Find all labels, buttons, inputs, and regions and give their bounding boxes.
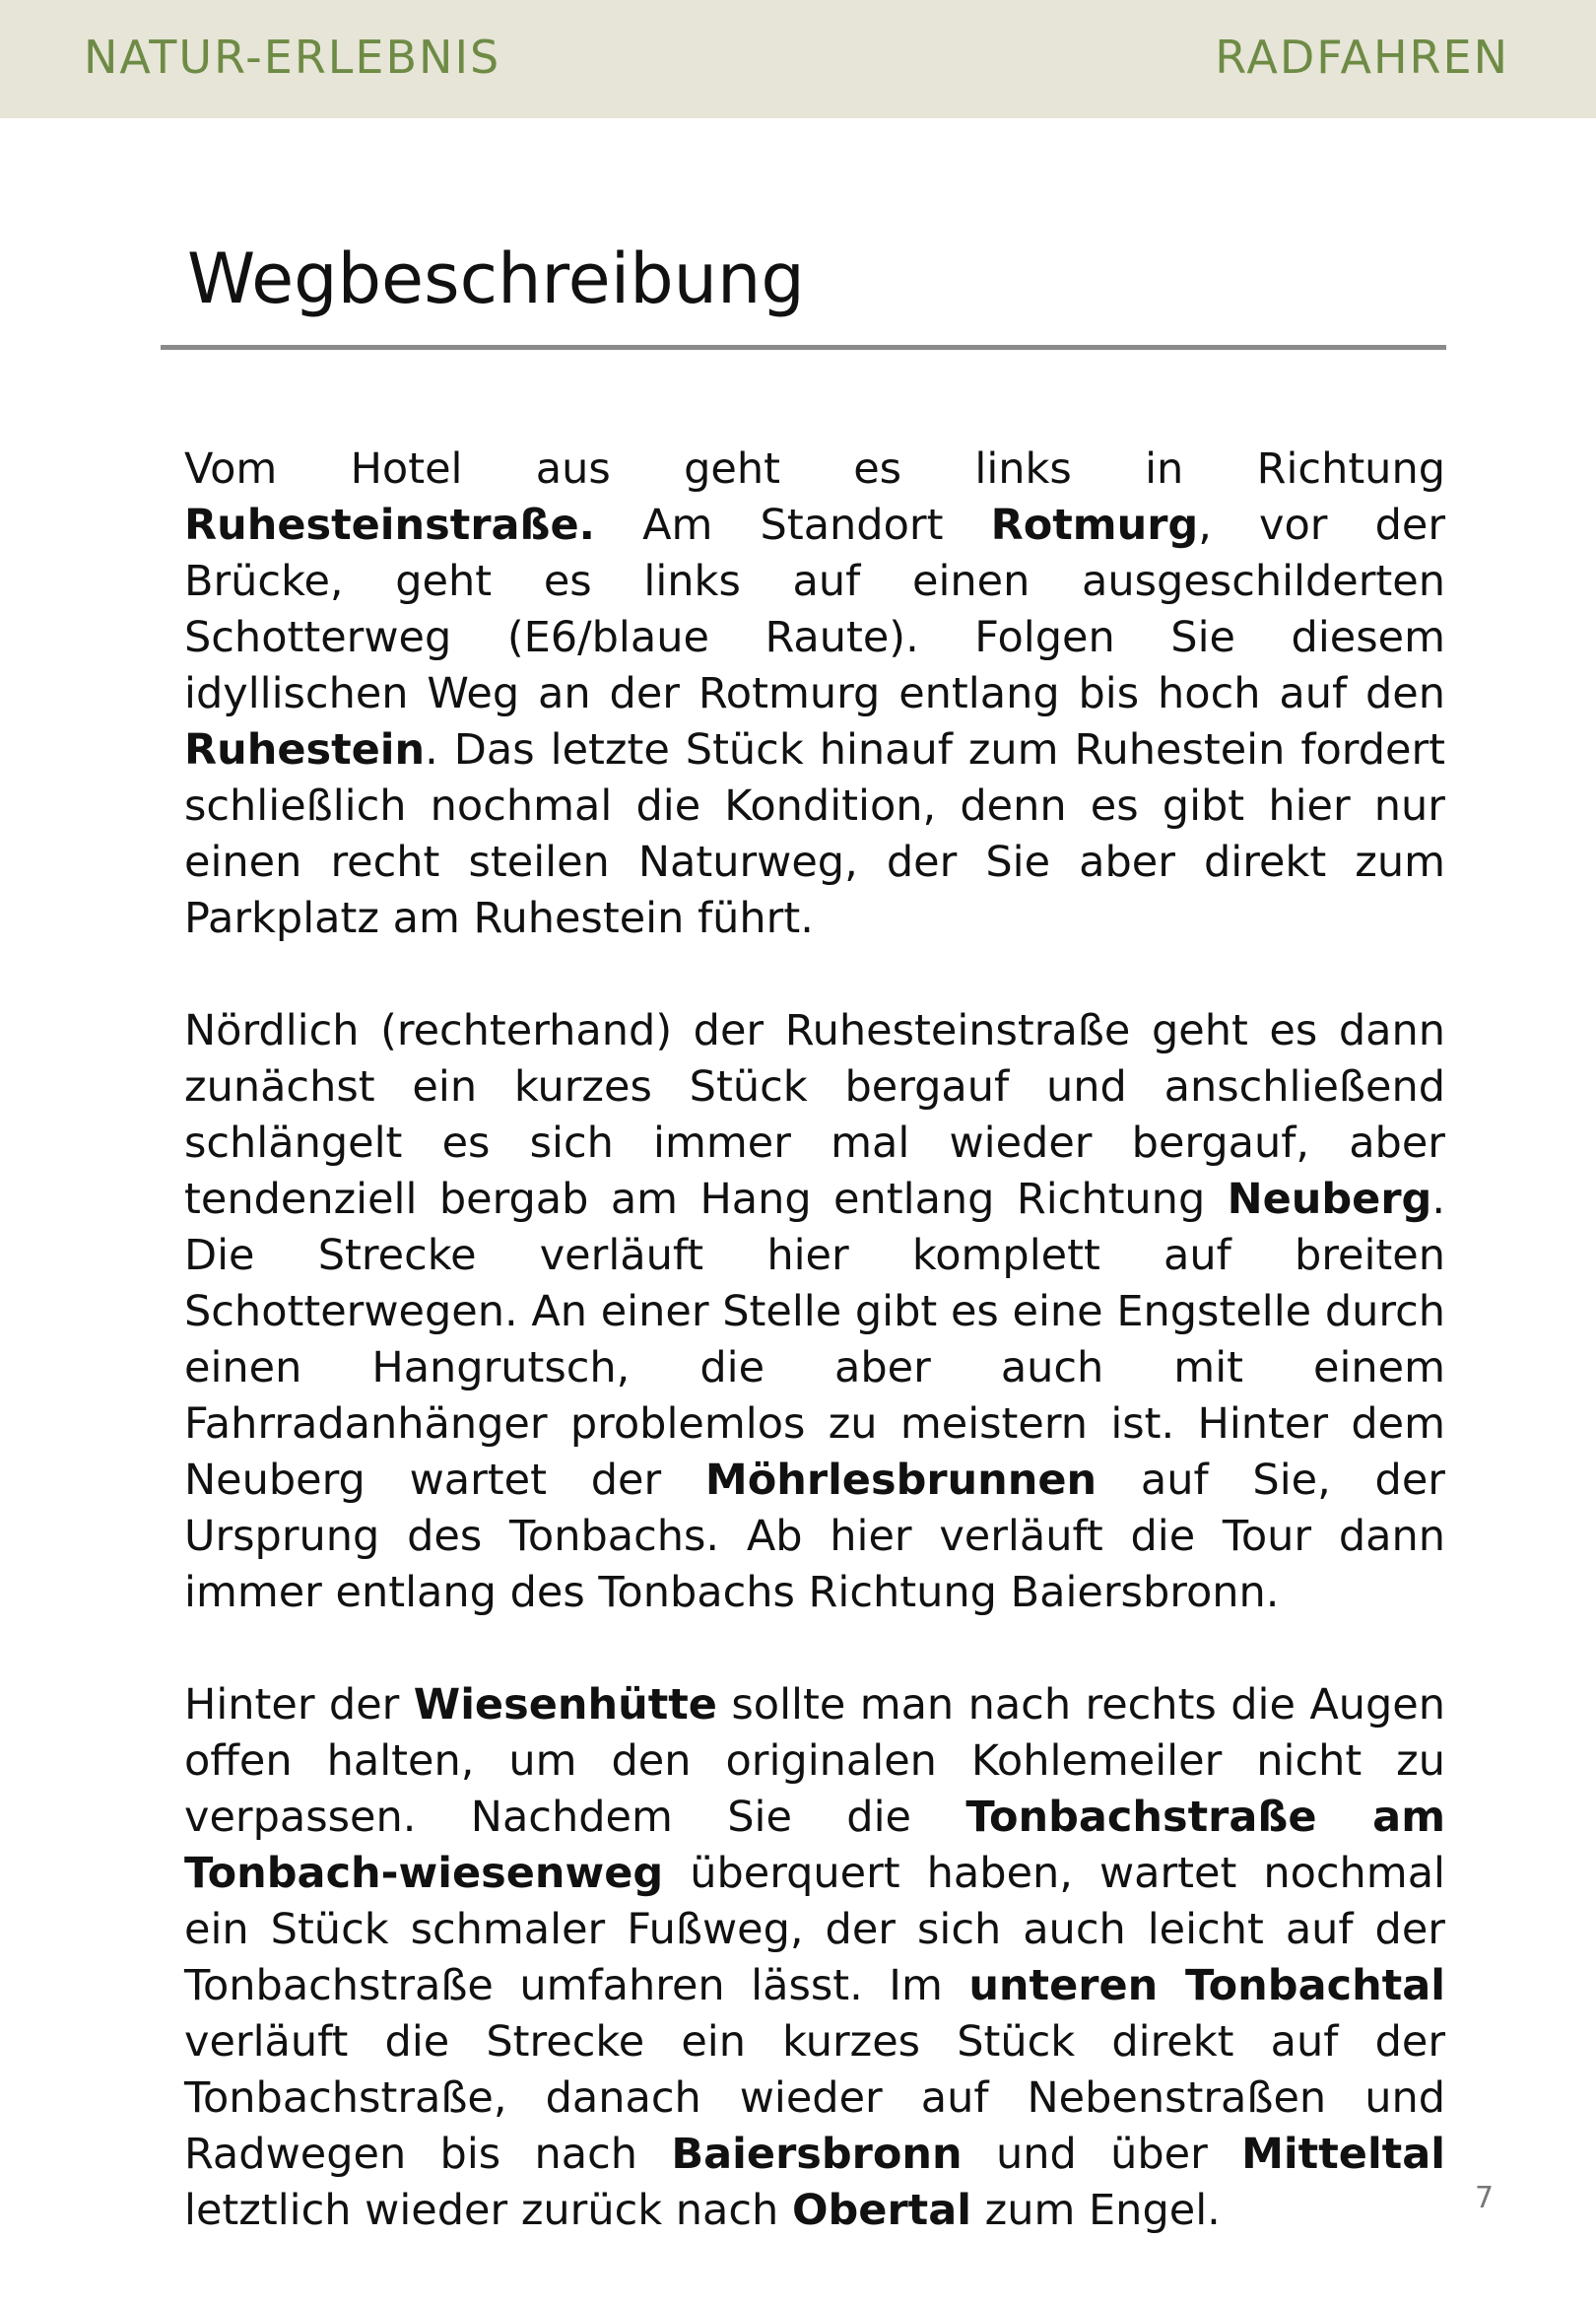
title-divider [161, 345, 1446, 350]
place-name-bold: Ruhestein [184, 725, 426, 775]
text-span: auf Sie, der Ursprung des Tonbachs. Ab hier verläuft die Tour dann immer entlang des Tonbachs Richtung Baiersbronn. [184, 1456, 1445, 1617]
place-name-bold: Wiesenhütte [413, 1680, 717, 1730]
text-span: Nördlich (rechterhand) der Ruhesteinstraße geht es dann zunächst ein kurzes Stück bergauf und anschließend schlängelt es sich immer mal wieder bergauf, aber tendenziell bergab am Hang entlang Richtung [184, 1006, 1445, 1224]
paragraph-2 [184, 1003, 1445, 1621]
text-span: sollte man nach rechts die Augen offen halten, um den originalen Kohlemeiler nicht zu verpassen. Nachdem Sie die [184, 1680, 1445, 1842]
page-title: Wegbeschreibung [187, 238, 805, 319]
paragraph-3 [184, 1677, 1445, 2239]
place-name-bold: Obertal [791, 2186, 971, 2235]
place-name-bold: Tonbachstraße am Tonbach-wiesenweg [184, 1793, 1445, 1898]
header-band [0, 0, 1596, 118]
place-name-bold: Rotmurg [990, 501, 1199, 550]
text-span: Hinter der [184, 1680, 414, 1730]
text-span: und über [962, 2130, 1242, 2179]
text-span: , vor der Brücke, geht es links auf einen ausgeschilderten Schotterweg (E6/blaue Raute). Folgen Sie diesem idyllischen Weg an der Rotmurg entlang bis hoch auf den [184, 501, 1445, 718]
text-span: letztlich wieder zurück nach [184, 2186, 792, 2235]
place-name-bold: Baiersbronn [671, 2130, 963, 2179]
text-span: . Die Strecke verläuft hier komplett auf breiten Schotterwegen. An einer Stelle gibt es eine Engstelle durch einen Hangrutsch, die aber auch mit einem Fahrradanhänger problemlos zu meistern ist. Hinter dem Neuberg wartet der [184, 1175, 1445, 1505]
place-name-bold: Möhrlesbrunnen [704, 1456, 1097, 1505]
place-name-bold: Neuberg [1227, 1175, 1432, 1224]
paragraph-1 [184, 441, 1445, 947]
place-name-bold: unteren Tonbachtal [968, 1961, 1445, 2010]
text-span: Vom Hotel aus geht es links in Richtung [184, 444, 1445, 494]
place-name-bold: Ruhesteinstraße. [184, 501, 595, 550]
text-span: überquert haben, wartet nochmal ein Stück schmaler Fußweg, der sich auch leicht auf der Tonbachstraße umfahren lässt. Im [184, 1849, 1445, 2010]
header-category-left: NATUR-ERLEBNIS [84, 31, 501, 84]
text-span: Am Standort [594, 501, 991, 550]
text-span: zum Engel. [970, 2186, 1221, 2235]
body-text [184, 441, 1445, 2239]
text-span: . Das letzte Stück hinauf zum Ruhestein fordert schließlich nochmal die Kondition, denn es gibt hier nur einen recht steilen Naturweg, der Sie aber direkt zum Parkplatz am Ruhestein führt. [184, 725, 1445, 943]
place-name-bold: Mitteltal [1241, 2130, 1445, 2179]
text-span: verläuft die Strecke ein kurzes Stück direkt auf der Tonbachstraße, danach wieder auf Nebenstraßen und Radwegen bis nach [184, 2017, 1445, 2179]
page-number: 7 [1475, 2181, 1495, 2215]
header-category-right: RADFAHREN [1215, 31, 1509, 84]
